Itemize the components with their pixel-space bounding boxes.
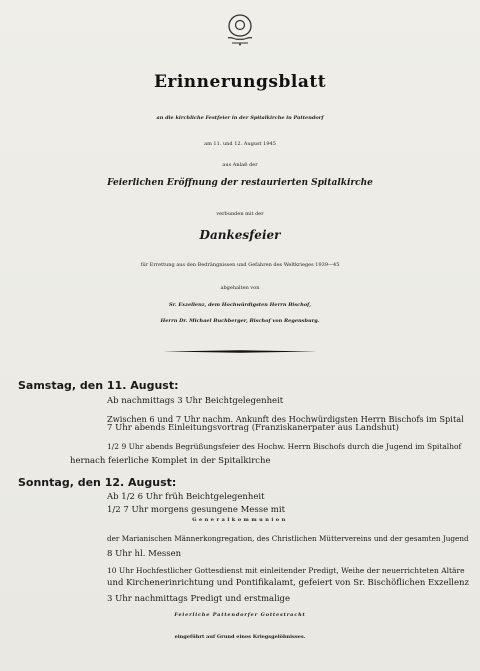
ornament-emblem-icon	[222, 12, 258, 48]
document-subtitle: an die kirchliche Festfeier in der Spitalkirche in Pattendorf	[156, 115, 324, 121]
day1-item: Ab nachmittags 3 Uhr Beichtgelegenheit	[107, 396, 284, 406]
document-title: Erinnerungsblatt	[153, 72, 327, 92]
abgehalten-text: abgehalten von	[220, 285, 260, 291]
verbunden-text: verbunden mit der	[216, 211, 264, 217]
errettung-text: für Errettung aus den Bedrängnissen und Gefahren des Weltkrieges 1939—45	[140, 262, 340, 268]
day1-item: Zwischen 6 und 7 Uhr nachm. Ankunft des Hochwürdigsten Herrn Bischofs im Spital	[107, 414, 464, 424]
day2-label: Sonntag, den 12. August:	[18, 476, 177, 489]
day1-item: 1/2 9 Uhr abends Begrüßungsfeier des Hochw. Herrn Bischofs durch die Jugend im Spitalhof	[107, 442, 462, 451]
day1-item: hernach feierliche Komplet in der Spitalkirche	[70, 456, 271, 466]
day2-item: Ab 1/2 6 Uhr früh Beichtgelegenheit	[107, 492, 265, 502]
gottestracht-heading: Feierliche Pattendorfer Gottestracht	[174, 612, 306, 618]
decorative-rule	[163, 350, 317, 353]
dankesfeier-heading: Dankesfeier	[199, 228, 281, 242]
day2-item: und Kirchenerinrichtung und Pontifikalamt, gefeiert von Sr. Bischöflichen Exzellenz	[107, 578, 469, 588]
day2-item: der Marianischen Männerkongregation, des Christlichen Müttervereins und der gesamten Jugend	[107, 534, 469, 543]
event-date: am 11. und 12. August 1945	[204, 141, 276, 147]
eingefuehrt-text: eingeführt auf Grund eines Kriegsgelöbnisses.	[174, 634, 306, 640]
event-heading: Feierlichen Eröffnung der restaurierten Spitalkirche	[107, 178, 373, 188]
generalkommunion-heading: Generalkommunion	[192, 517, 288, 523]
day2-item: 1/2 7 Uhr morgens gesungene Messe mit	[107, 505, 285, 515]
day2-item: 8 Uhr hl. Messen	[107, 549, 182, 559]
day2-item: 3 Uhr nachmittags Predigt und erstmalige	[107, 594, 291, 604]
day1-item: 7 Uhr abends Einleitungsvortrag (Franziskanerpater aus Landshut)	[107, 423, 399, 433]
day1-label: Samstag, den 11. August:	[18, 379, 179, 392]
bishop-line-2: Herrn Dr. Michael Buchberger, Bischof von Regensburg.	[160, 318, 320, 324]
anlass-text: aus Anlaß der	[222, 162, 258, 168]
day2-item: 10 Uhr Hochfestlicher Gottesdienst mit einleitender Predigt, Weihe der neuerrichteten Altäre	[107, 566, 465, 575]
bishop-line-1: Sr. Exzellenz, dem Hochwürdigsten Herrn Bischof,	[169, 302, 311, 308]
